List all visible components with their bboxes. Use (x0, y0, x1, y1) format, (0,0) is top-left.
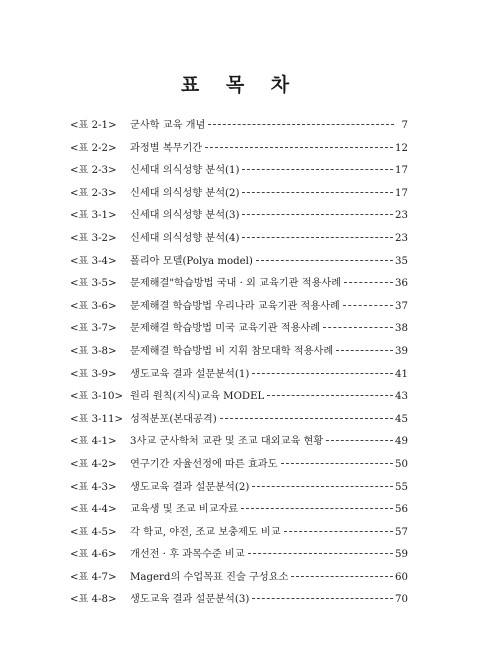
toc-entry-title: 폴리아 모델(Polya model) (130, 255, 253, 267)
toc-entry-title: 신세대 의식성향 분석(2) (130, 187, 240, 199)
toc-entry-title: 과정별 복무기간 (130, 142, 203, 154)
toc-entry (70, 523, 408, 546)
toc-entry-page-number: 23 (395, 232, 408, 244)
toc-entry-label: <표 2-2> (70, 142, 117, 154)
toc-entry-title: 교육생 및 조교 비교자료 (130, 504, 239, 516)
toc-entry (70, 590, 408, 613)
toc-dot-leader (326, 440, 393, 441)
toc-entry-title: 문제해결"학습방법 국내 · 외 교육기관 적용사례 (130, 278, 342, 290)
toc-entry-title: 신세대 의식성향 분석(4) (130, 232, 240, 244)
toc-entry-label: <표 4-3> (70, 481, 117, 493)
toc-entry-title: 생도교육 결과 설문분석(3) (130, 594, 250, 606)
toc-entry (70, 342, 408, 365)
toc-entry-label: <표 3-2> (70, 232, 117, 244)
toc-entry (70, 387, 408, 410)
toc-entry (70, 139, 408, 162)
toc-dot-leader (256, 260, 393, 261)
toc-entry-title: 신세대 의식성향 분석(3) (130, 210, 240, 222)
toc-dot-leader (291, 576, 393, 577)
toc-dot-leader (344, 282, 393, 283)
toc-dot-leader (343, 305, 393, 306)
toc-entry-label: <표 3-11> (70, 413, 124, 425)
toc-entry (70, 545, 408, 568)
toc-entry-page-number: 59 (395, 549, 408, 561)
toc-entry (70, 432, 408, 455)
toc-entry-page-number: 36 (395, 278, 408, 290)
toc-entry-title: Magerd의 수업목표 진술 구성요소 (130, 571, 289, 583)
toc-entry (70, 206, 408, 229)
toc-entry-page-number: 7 (401, 120, 408, 131)
toc-entry-title: 문제해결 학습방법 미국 교육기관 적용사례 (130, 323, 321, 335)
toc-entry-title: 연구기간 자율선정에 따른 효과도 (130, 458, 278, 470)
toc-entry-title: 신세대 의식성향 분석(1) (130, 165, 240, 177)
toc-dot-leader (241, 508, 393, 509)
toc-entry-label: <표 2-3> (70, 165, 117, 177)
toc-dot-leader (252, 486, 393, 487)
toc-dot-leader (252, 598, 393, 599)
toc-entry-title: 생도교육 결과 설문분석(1) (130, 368, 250, 380)
toc-entry-page-number: 56 (395, 504, 408, 516)
toc-entry-page-number: 12 (395, 142, 408, 154)
toc-entry (70, 478, 408, 501)
toc-dot-leader (252, 373, 393, 374)
toc-entry-label: <표 4-5> (70, 526, 117, 538)
toc-entry-label: <표 3-4> (70, 255, 117, 267)
toc-entry-label: <표 3-5> (70, 278, 117, 290)
toc-entry-label: <표 4-6> (70, 549, 117, 561)
toc-entry-label: <표 3-8> (70, 345, 117, 357)
toc-entry-label: <표 4-2> (70, 458, 117, 470)
toc-entry-label: <표 3-6> (70, 300, 117, 312)
toc-dot-leader (323, 327, 393, 328)
toc-dot-leader (267, 395, 393, 396)
toc-dot-leader (284, 531, 393, 532)
toc-entry-title: 군사학 교육 개념 (130, 120, 206, 131)
toc-entry (70, 274, 408, 297)
toc-entry-page-number: 17 (395, 187, 408, 199)
toc-dot-leader (242, 169, 393, 170)
toc-entry-label: <표 3-1> (70, 210, 117, 222)
toc-entry (70, 365, 408, 388)
toc-entry-page-number: 38 (395, 323, 408, 335)
toc-dot-leader (248, 553, 393, 554)
toc-entry (70, 568, 408, 591)
toc-entry (70, 252, 408, 275)
toc-entry (70, 297, 408, 320)
toc-entry-page-number: 41 (395, 368, 408, 380)
toc-entry-title: 원리 원칙(지식)교육 MODEL (130, 391, 265, 403)
toc-entry-page-number: 35 (395, 255, 408, 267)
toc-entry-page-number: 23 (395, 210, 408, 222)
toc-entry-page-number: 57 (395, 526, 408, 538)
toc-dot-leader (281, 463, 394, 464)
toc-entry-title: 성적분포(본대공격) (130, 413, 217, 425)
toc-dot-leader (242, 237, 393, 238)
toc-entry (70, 319, 408, 342)
toc-entry-page-number: 43 (395, 391, 408, 403)
toc-entry-page-number: 39 (395, 345, 408, 357)
toc-dot-leader (220, 418, 393, 419)
toc-entry-label: <표 4-1> (70, 436, 117, 448)
toc-entry-page-number: 49 (395, 436, 408, 448)
toc-entry-page-number: 17 (395, 165, 408, 177)
toc-entry-title: 생도교육 결과 설문분석(2) (130, 481, 250, 493)
toc-entry-page-number: 50 (395, 458, 408, 470)
toc-entry (70, 184, 408, 207)
toc-entry-label: <표 3-7> (70, 323, 117, 335)
toc-entry (70, 229, 408, 252)
toc-entry-title: 각 학교, 야전, 조교 보충제도 비교 (130, 526, 281, 538)
toc-dot-leader (242, 192, 393, 193)
toc-entry-title: 3사교 군사학처 교관 및 조교 대외교육 현황 (130, 436, 324, 448)
toc-entry-title: 개선전 · 후 과목수준 비교 (130, 549, 245, 561)
toc-entry (70, 410, 408, 433)
toc-entry-page-number: 70 (395, 594, 408, 606)
toc-entry-label: <표 2-3> (70, 187, 117, 199)
table-of-contents-list (70, 116, 408, 613)
toc-entry-page-number: 45 (395, 413, 408, 425)
toc-entry-page-number: 55 (395, 481, 408, 493)
toc-entry-label: <표 3-9> (70, 368, 117, 380)
toc-dot-leader (336, 350, 393, 351)
toc-entry-label: <표 3-10> (70, 391, 124, 403)
toc-entry (70, 455, 408, 478)
toc-entry-title: 문제해결 학습방법 비 지휘 참모대학 적용사례 (130, 345, 334, 357)
toc-entry (70, 116, 408, 139)
toc-dot-leader (242, 214, 393, 215)
toc-entry-page-number: 60 (395, 571, 408, 583)
toc-entry-label: <표 4-4> (70, 504, 117, 516)
page-title: 표 목 차 (180, 74, 300, 96)
toc-entry (70, 500, 408, 523)
toc-dot-leader (208, 124, 394, 125)
toc-entry-label: <표 4-8> (70, 594, 117, 606)
toc-entry-page-number: 37 (395, 300, 408, 312)
toc-entry-title: 문제해결 학습방법 우리나라 교육기관 적용사례 (130, 300, 340, 312)
toc-dot-leader (205, 147, 393, 148)
toc-entry-label: <표 4-7> (70, 571, 117, 583)
toc-entry-label: <표 2-1> (70, 120, 117, 131)
toc-entry (70, 161, 408, 184)
